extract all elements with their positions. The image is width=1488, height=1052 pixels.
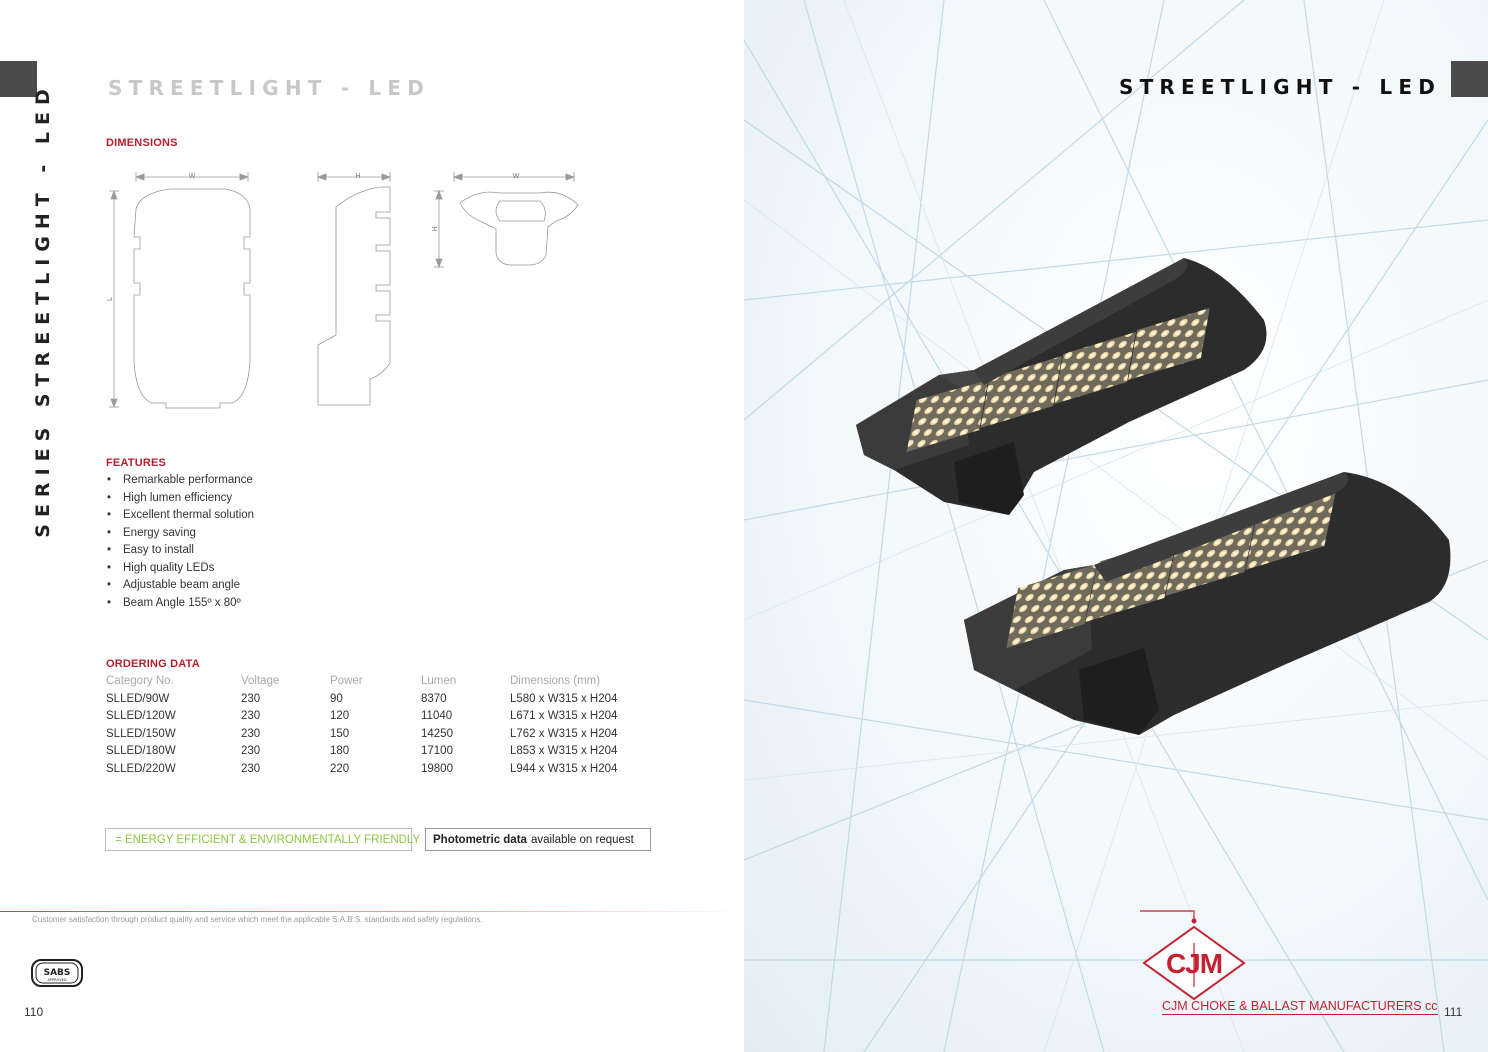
feature-item: • Energy saving [106, 525, 254, 543]
table-cell: 230 [241, 710, 261, 722]
table-cell: L944 x W315 x H204 [510, 762, 618, 775]
table-cell: 17100 [421, 745, 453, 757]
feature-item: • High lumen efficiency [106, 490, 254, 508]
sabs-logo-subtext: APPROVED [47, 978, 67, 982]
table-cell: L853 x W315 x H204 [510, 745, 618, 757]
table-cell: 14250 [421, 727, 453, 740]
cjm-logo-text: CJM [1165, 948, 1223, 979]
table-cell: 90 [330, 692, 343, 705]
table-cell: 8370 [421, 692, 447, 705]
feature-item: • Remarkable performance [106, 472, 254, 490]
table-cell: 180 [330, 745, 350, 757]
streetlight-lamp-lower [964, 472, 1450, 735]
dimension-label-h-end: H [432, 226, 439, 232]
column-header: Power [330, 675, 363, 687]
side-title-text: SERIES STREETLIGHT - LED [32, 82, 54, 538]
footer-note: Customer satisfaction through product quality and service which meet the applicable S.A.B.S. standards and safety regulations. [32, 915, 483, 924]
footer-divider [0, 911, 744, 912]
feature-item: • Excellent thermal solution [106, 507, 254, 525]
table-cell: L580 x W315 x H204 [510, 692, 618, 705]
table-row [106, 743, 640, 761]
photometric-note [425, 828, 651, 851]
feature-item: • Easy to install [106, 542, 254, 560]
sabs-logo-text: SABS [43, 968, 71, 978]
photometric-rest: available on request [530, 833, 634, 846]
column-header: Voltage [241, 675, 280, 687]
table-row [106, 726, 640, 744]
table-cell: 230 [241, 745, 261, 757]
features-list [106, 472, 254, 612]
dimensions-heading: DIMENSIONS [106, 137, 178, 149]
column-header: Dimensions (mm) [510, 675, 601, 687]
right-page [744, 0, 1488, 1052]
page-header-left: STREETLIGHT - LED [108, 76, 431, 100]
table-cell: SLLED/120W [106, 710, 176, 722]
sabs-logo [30, 958, 84, 988]
ordering-heading: ORDERING DATA [106, 658, 200, 670]
table-row [106, 761, 640, 779]
table-cell: L762 x W315 x H204 [510, 727, 618, 740]
table-row [106, 691, 640, 709]
table-cell: 230 [241, 692, 261, 705]
page-number-right: 111 [1444, 1005, 1463, 1019]
table-header-row [106, 673, 640, 691]
table-cell: 220 [330, 762, 350, 775]
features-heading: FEATURES [106, 457, 167, 469]
feature-item: • High quality LEDs [106, 560, 254, 578]
streetlight-product-image [844, 240, 1484, 760]
energy-efficient-badge [105, 828, 421, 851]
table-cell: L671 x W315 x H204 [510, 710, 618, 722]
dimension-label-l: L [107, 297, 114, 301]
table-cell: 11040 [421, 710, 453, 722]
table-cell: 150 [330, 727, 350, 740]
company-name: CJM CHOKE & BALLAST MANUFACTURERS cc [1162, 999, 1438, 1013]
feature-item: • Beam Angle 155º x 80º [106, 595, 254, 613]
table-cell: 230 [241, 762, 261, 775]
column-header: Category No. [106, 675, 174, 687]
table-cell: SLLED/220W [106, 762, 176, 775]
dimension-label-h: H [355, 173, 361, 180]
photometric-bold: Photometric data [433, 833, 527, 846]
column-header: Lumen [421, 675, 457, 687]
streetlight-lamp-upper [856, 258, 1267, 515]
table-cell: SLLED/180W [106, 745, 176, 757]
feature-item: • Adjustable beam angle [106, 577, 254, 595]
ordering-table [106, 673, 640, 778]
page-tab-marker-right [1451, 61, 1488, 97]
table-cell: 120 [330, 710, 350, 722]
dimension-label-w: W [188, 173, 196, 180]
page-number-left: 110 [24, 1005, 44, 1019]
table-cell: SLLED/150W [106, 727, 176, 740]
table-cell: 230 [241, 727, 261, 740]
table-row [106, 708, 640, 726]
table-cell: SLLED/90W [106, 692, 170, 705]
table-cell: 19800 [421, 762, 453, 775]
page-header-right: STREETLIGHT - LED [1118, 75, 1441, 99]
dimensions-drawing [100, 165, 590, 420]
energy-label: = ENERGY EFFICIENT & ENVIRONMENTALLY FRIENDLY [115, 833, 421, 846]
dimension-label-w-end: W [512, 173, 520, 180]
